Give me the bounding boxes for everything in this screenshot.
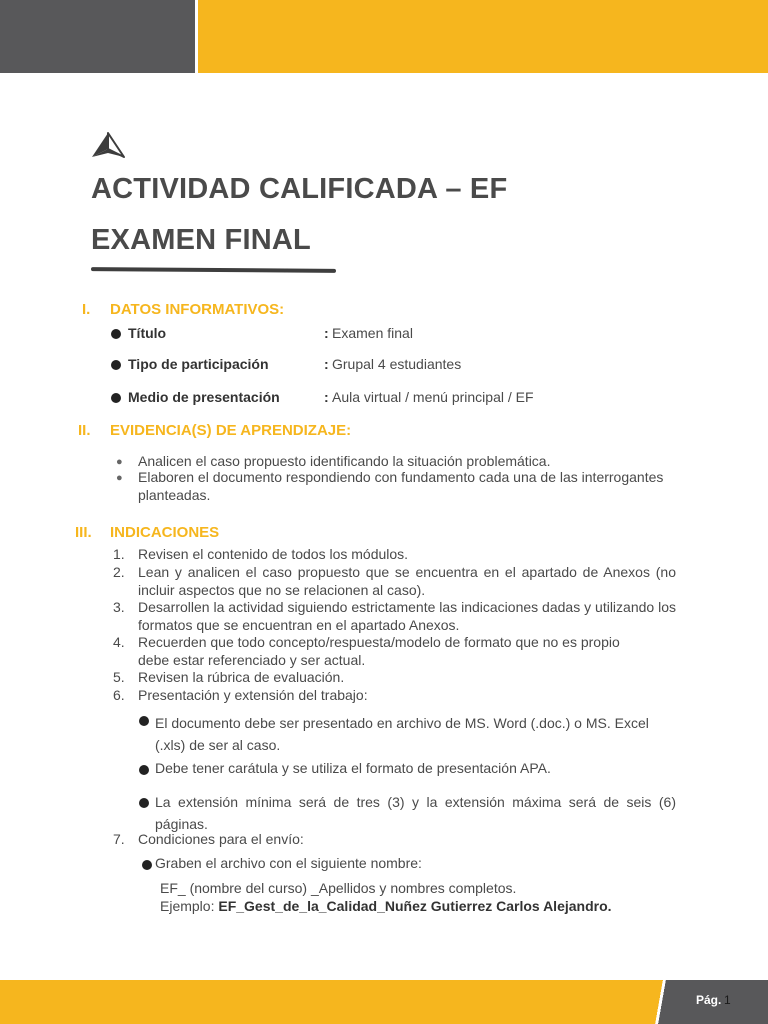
section-number: I. bbox=[82, 301, 91, 318]
indication-item: Revisen la rúbrica de evaluación. bbox=[138, 669, 345, 685]
indication-item: Revisen el contenido de todos los módulos. bbox=[138, 546, 409, 562]
file-name-example bbox=[160, 898, 680, 916]
list-number: 3. bbox=[113, 599, 125, 615]
list-number: 6. bbox=[113, 687, 125, 703]
section-number: II. bbox=[78, 422, 91, 439]
indication-item: Condiciones para el envío: bbox=[138, 831, 304, 847]
title-underline bbox=[91, 267, 336, 273]
section-number: III. bbox=[75, 524, 92, 541]
list-number: 1. bbox=[113, 546, 125, 562]
presentation-item: La extensión mínima será de tres (3) y la extensión máxima será de seis (6) páginas. bbox=[155, 794, 676, 832]
page-number: 1 bbox=[724, 993, 731, 1007]
evidence-item: Elaboren el documento respondiendo con fundamento cada una de las interrogantes planteadas. bbox=[138, 469, 664, 503]
info-value: Grupal 4 estudiantes bbox=[332, 356, 462, 372]
list-number: 2. bbox=[113, 564, 125, 580]
info-key: Título bbox=[128, 325, 167, 341]
evidence-item: Analicen el caso propuesto identificando la situación problemática. bbox=[138, 453, 551, 469]
page-label: Pág. bbox=[696, 993, 722, 1007]
list-bullet-icon: ● bbox=[116, 456, 123, 468]
section-label: EVIDENCIA(S) DE APRENDIZAJE: bbox=[110, 422, 352, 439]
presentation-item: Debe tener carátula y se utiliza el formato de presentación APA. bbox=[155, 760, 551, 776]
header-dark-band bbox=[0, 0, 195, 73]
header-yellow-band bbox=[198, 0, 768, 73]
info-value: Aula virtual / menú principal / EF bbox=[332, 389, 534, 405]
footer-yellow-band bbox=[0, 980, 660, 1024]
sending-bullet: Graben el archivo con el siguiente nombre: bbox=[155, 855, 422, 871]
bullet-dot-icon bbox=[139, 798, 149, 808]
info-separator: : bbox=[324, 356, 329, 372]
info-key: Medio de presentación bbox=[128, 389, 280, 405]
bullet-dot-icon bbox=[111, 393, 121, 403]
file-name-format: EF_ (nombre del curso) _Apellidos y nombres completos. bbox=[160, 880, 517, 896]
list-number: 5. bbox=[113, 669, 125, 685]
title-line-1: ACTIVIDAD CALIFICADA – EF bbox=[91, 173, 508, 205]
info-separator: : bbox=[324, 325, 329, 341]
bullet-dot-icon bbox=[111, 360, 121, 370]
bullet-dot-icon bbox=[139, 716, 149, 726]
title-line-2: EXAMEN FINAL bbox=[91, 224, 311, 256]
bullet-dot-icon bbox=[139, 765, 149, 775]
indication-item-line: Recuerden que todo concepto/respuesta/modelo de formato que no es propio bbox=[138, 634, 620, 650]
indication-item: Desarrollen la actividad siguiendo estrictamente las indicaciones dadas y utilizando los formatos que se encuentran en el apartado Anexos. bbox=[138, 599, 676, 633]
presentation-item: El documento debe ser presentado en archivo de MS. Word (.doc.) o MS. Excel (.xls) de ser al caso. bbox=[155, 715, 649, 753]
info-separator: : bbox=[324, 389, 329, 405]
section-label: INDICACIONES bbox=[110, 524, 220, 541]
arrow-logo-icon bbox=[90, 131, 126, 159]
list-number: 7. bbox=[113, 831, 125, 847]
indication-item: Lean y analicen el caso propuesto que se encuentra en el apartado de Anexos (no incluir aspectos que no se relacionen al caso). bbox=[138, 564, 676, 598]
info-value: Examen final bbox=[332, 325, 413, 341]
bullet-dot-icon bbox=[142, 860, 152, 870]
list-number: 4. bbox=[113, 634, 125, 650]
indication-item: Presentación y extensión del trabajo: bbox=[138, 687, 368, 703]
bullet-dot-icon bbox=[111, 329, 121, 339]
list-bullet-icon: ● bbox=[116, 472, 123, 484]
info-key: Tipo de participación bbox=[128, 356, 269, 372]
example-value: EF_Gest_de_la_Calidad_Nuñez Gutierrez Carlos Alejandro. bbox=[218, 898, 612, 914]
indication-item-line: debe estar referenciado y ser actual. bbox=[138, 652, 366, 668]
example-label: Ejemplo: bbox=[160, 898, 215, 914]
section-label: DATOS INFORMATIVOS: bbox=[110, 301, 285, 318]
